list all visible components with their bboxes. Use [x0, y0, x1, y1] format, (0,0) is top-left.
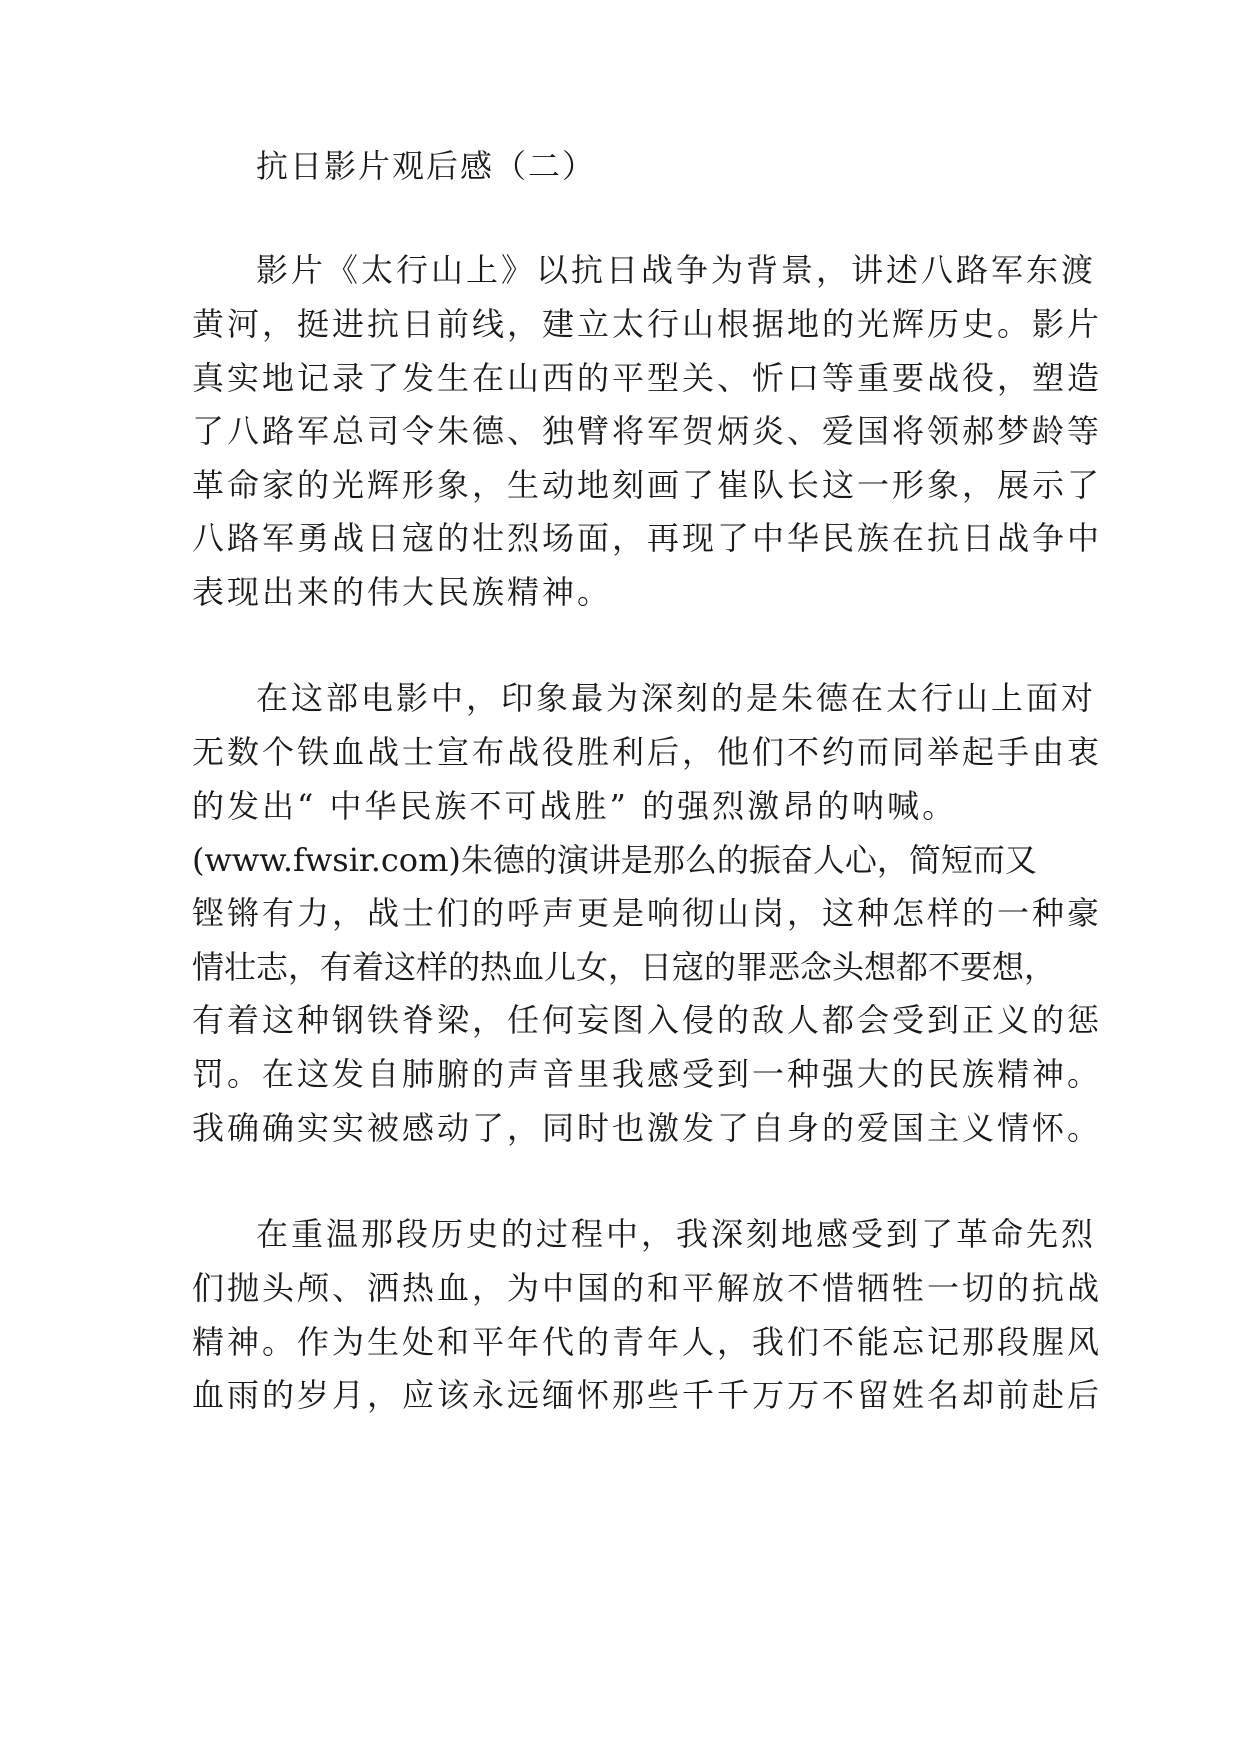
paragraph-1-line-3: 真实地记录了发生在山西的平型关、忻口等重要战役，塑造 — [192, 359, 1103, 397]
paragraph-3-line-4: 血雨的岁月，应该永远缅怀那些千千万万不留姓名却前赴后 — [192, 1376, 1103, 1414]
paragraph-2-line-6: 情壮志，有着这样的热血儿女，日寇的罪恶念头想都不要想， — [192, 948, 1057, 986]
paragraph-3-line-3: 精神。作为生处和平年代的青年人，我们不能忘记那段腥风 — [192, 1323, 1103, 1361]
paragraph-2-line-4: (www.fwsir.com)朱德的演讲是那么的振奋人心，简短而又 — [192, 841, 1037, 879]
paragraph-1-line-4: 了八路军总司令朱德、独臂将军贺炳炎、爱国将领郝梦龄等 — [192, 412, 1103, 450]
paragraph-1-line-2: 黄河，挺进抗日前线，建立太行山根据地的光辉历史。影片 — [192, 305, 1103, 343]
paragraph-1-line-5: 革命家的光辉形象，生动地刻画了崔队长这一形象，展示了 — [192, 466, 1103, 504]
paragraph-1-line-7: 表现出来的伟大民族精神。 — [192, 573, 613, 611]
paragraph-1-line-6: 八路军勇战日寇的壮烈场面，再现了中华民族在抗日战争中 — [192, 519, 1103, 557]
paragraph-2-line-2: 无数个铁血战士宣布战役胜利后，他们不约而同举起手由衷 — [192, 733, 1103, 771]
paragraph-3-line-1: 在重温那段历史的过程中，我深刻地感受到了革命先烈 — [256, 1215, 1097, 1253]
paragraph-2-line-8: 罚。在这发自肺腑的声音里我感受到一种强大的民族精神。 — [192, 1055, 1103, 1093]
paragraph-2-line-5: 铿锵有力，战士们的呼声更是响彻山岗，这种怎样的一种豪 — [192, 894, 1103, 932]
document-title: 抗日影片观后感（二） — [256, 147, 597, 185]
paragraph-2-line-7: 有着这种钢铁脊梁，任何妄图入侵的敌人都会受到正义的惩 — [192, 1001, 1103, 1039]
paragraph-3-line-2: 们抛头颅、洒热血，为中国的和平解放不惜牺牲一切的抗战 — [192, 1269, 1103, 1307]
paragraph-2-line-1: 在这部电影中，印象最为深刻的是朱德在太行山上面对 — [256, 679, 1097, 717]
paragraph-2-line-9: 我确确实实被感动了，同时也激发了自身的爱国主义情怀。 — [192, 1109, 1103, 1147]
paragraph-2-line-3: 的发出“ 中华民族不可战胜” 的强烈激昂的呐喊。 — [192, 787, 958, 825]
paragraph-1-line-1: 影片《太行山上》以抗日战争为背景，讲述八路军东渡 — [256, 251, 1097, 289]
